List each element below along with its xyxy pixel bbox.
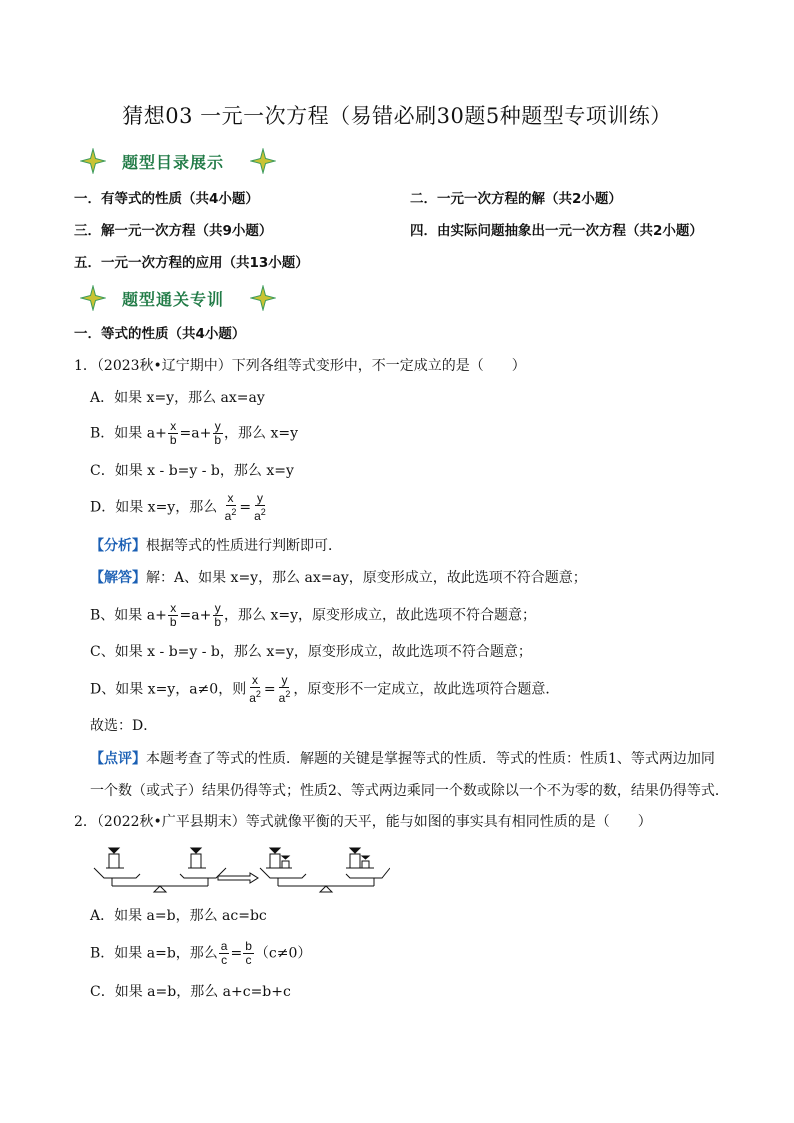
banner-label: 题型通关专训 <box>122 290 225 309</box>
question-2-stem: 2．（2022秋•广平县期末）等式就像平衡的天平，能与如图的事实具有相同性质的是（ ） <box>74 814 652 830</box>
fraction: $\frac{a}{c}$ <box>220 939 228 967</box>
q1-option-b[interactable]: B．如果 a+ $\frac{x}{b}$ =a+ $\frac{y}{b}$ ，那么 x=y <box>90 419 299 447</box>
balance-scale-diagram <box>90 844 390 894</box>
q1-solution-c: C、如果 x - b=y - b，那么 x=y，原变形成立，故此选项不符合题意； <box>90 644 532 660</box>
q1-option-c[interactable]: C．如果 x - b=y - b，那么 x=y <box>90 463 294 479</box>
q2-option-c[interactable]: C．如果 a=b，那么 a+c=b+c <box>90 984 291 1000</box>
q1-analysis: 【分析】根据等式的性质进行判断即可． <box>90 538 342 554</box>
section-heading: 一．等式的性质（共4小题） <box>74 326 246 342</box>
q2-option-a[interactable]: A．如果 a=b，那么 ac=bc <box>90 908 267 924</box>
question-1-stem: 1．（2023秋•辽宁期中）下列各组等式变形中，不一定成立的是（ ） <box>74 358 526 374</box>
fraction: $\frac{y}{b}$ <box>214 419 222 447</box>
banner-label: 题型目录展示 <box>122 153 225 172</box>
q1-comment-cont: 一个数（或式子）结果仍得等式；性质2、等式两边乘同一个数或除以一个不为零的数，结果仍得等式． <box>90 783 729 799</box>
toc-item-4[interactable]: 四．由实际问题抽象出一元一次方程（共2小题） <box>410 223 703 239</box>
sparkle-icon <box>80 148 106 174</box>
toc-item-3[interactable]: 三．解一元一次方程（共9小题） <box>74 223 273 239</box>
fraction: $\frac{x}{b}$ <box>169 419 177 447</box>
toc-banner <box>80 148 280 174</box>
q1-option-d[interactable]: D．如果 x=y，那么 $\frac{x}{a^2}$ = $\frac{y}{a^2}$ <box>90 491 266 523</box>
q2-option-b[interactable]: B．如果 a=b，那么 $\frac{a}{c}$ = $\frac{b}{c}$ （c≠0） <box>90 939 312 967</box>
sparkle-icon <box>80 285 106 311</box>
practice-banner <box>80 285 280 311</box>
toc-item-5[interactable]: 五．一元一次方程的应用（共13小题） <box>74 255 309 271</box>
q1-solution-d: D、如果 x=y，a≠0，则 $\frac{x}{a^2}$ = $\frac{y}{a^2}$ ，原变形不一定成立，故此选项符合题意． <box>90 673 560 705</box>
q1-comment: 【点评】本题考查了等式的性质．解题的关键是掌握等式的性质．等式的性质：性质1、等式两边加同 <box>90 751 715 767</box>
toc-item-1[interactable]: 一．有等式的性质（共4小题） <box>74 191 259 207</box>
fraction: $\frac{x}{a^2}$ <box>224 491 237 523</box>
fraction: $\frac{b}{c}$ <box>245 939 252 967</box>
q1-solution-b: B、如果 a+ $\frac{x}{b}$ =a+ $\frac{y}{b}$ ，那么 x=y，原变形成立，故此选项不符合题意； <box>90 601 537 629</box>
q1-solution-a: 【解答】解：A、如果 x=y，那么 ax=ay，原变形成立，故此选项不符合题意； <box>90 570 587 586</box>
q1-answer: 故选：D． <box>90 718 158 734</box>
fraction: $\frac{y}{a^2}$ <box>254 491 266 523</box>
q1-option-a[interactable]: A．如果 x=y，那么 ax=ay <box>90 390 265 406</box>
sparkle-icon <box>250 285 276 311</box>
toc-item-2[interactable]: 二．一元一次方程的解（共2小题） <box>410 191 622 207</box>
sparkle-icon <box>250 148 276 174</box>
page-title: 猜想03 一元一次方程（易错必刷30题5种题型专项训练） <box>122 104 672 128</box>
